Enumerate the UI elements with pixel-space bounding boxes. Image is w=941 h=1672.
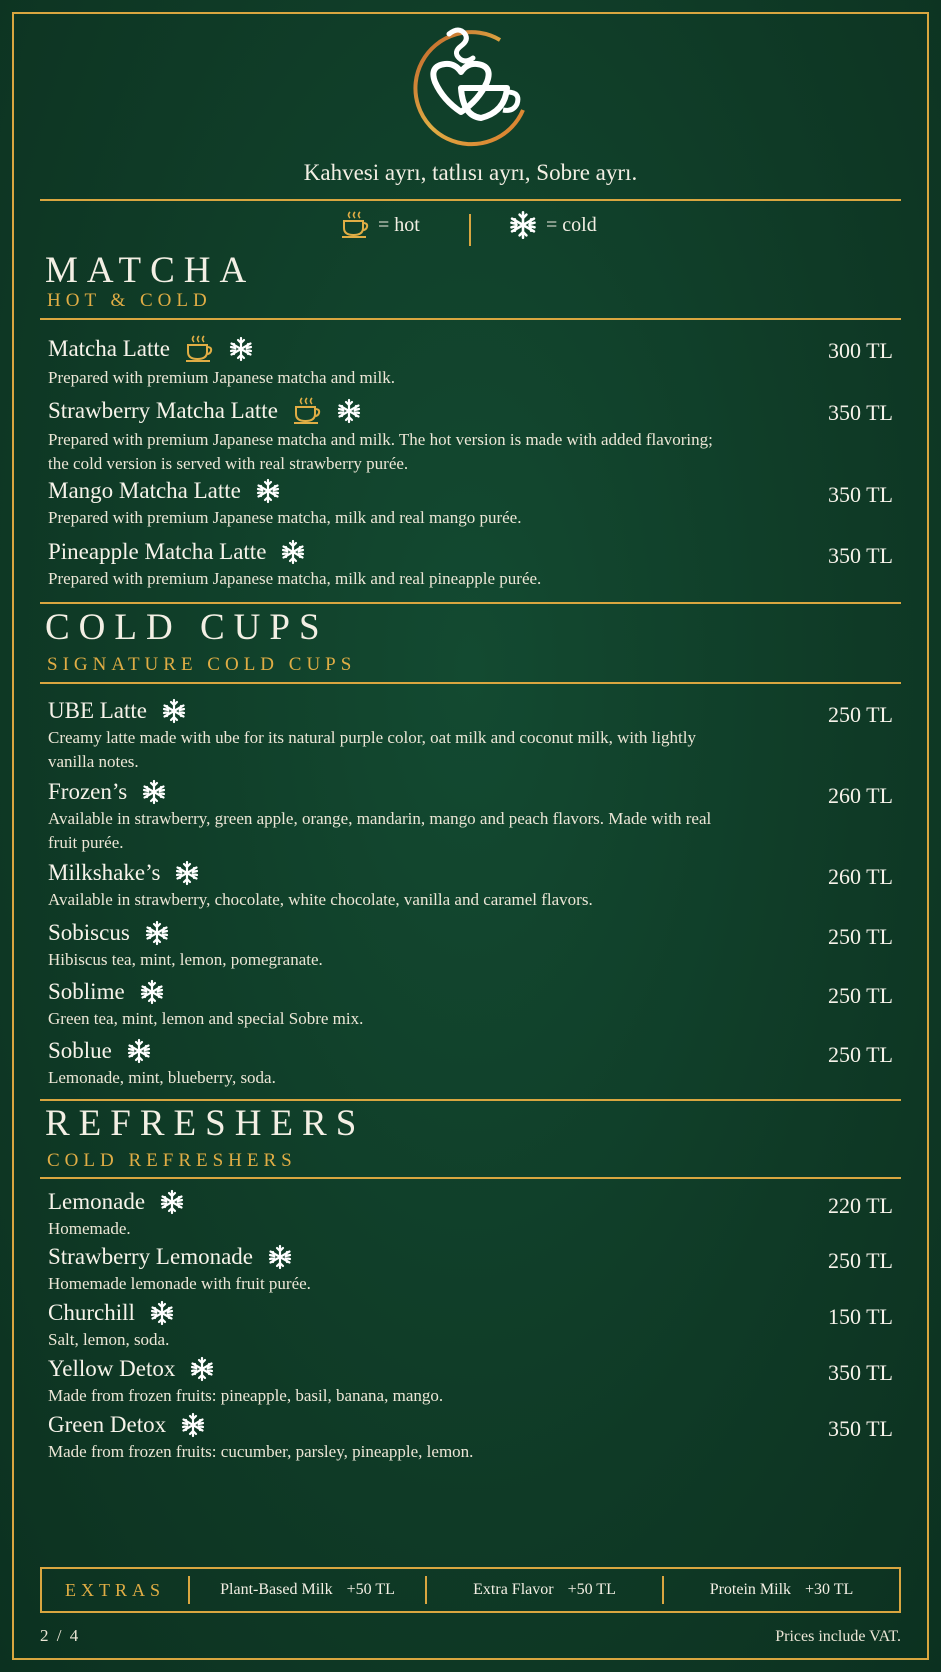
item-description: Salt, lemon, soda. <box>48 1330 170 1349</box>
item-description: Prepared with premium Japanese matcha, milk and real pineapple purée. <box>48 569 542 588</box>
snowflake-icon <box>508 210 538 240</box>
menu-item <box>48 1412 893 1464</box>
item-name-row <box>48 779 893 805</box>
item-description: Green tea, mint, lemon and special Sobre mix. <box>48 1009 364 1028</box>
item-price: 250 TL <box>828 983 893 1008</box>
item-name-row <box>48 539 893 565</box>
item-description: Prepared with premium Japanese matcha, milk and real mango purée. <box>48 508 522 527</box>
item-description: Lemonade, mint, blueberry, soda. <box>48 1068 276 1087</box>
menu-item <box>48 478 893 530</box>
item-price: 150 TL <box>828 1304 893 1329</box>
item-price: 250 TL <box>828 1042 893 1067</box>
extra-item: Extra Flavor +50 TL <box>473 1581 616 1598</box>
item-description: Hibiscus tea, mint, lemon, pomegranate. <box>48 950 323 969</box>
item-name: Soblime <box>48 979 125 1004</box>
item-name: Milkshake’s <box>48 860 161 885</box>
item-name-row <box>48 1244 893 1270</box>
cup-icon <box>292 396 322 426</box>
item-price: 260 TL <box>828 783 893 808</box>
snowflake-icon <box>141 779 167 805</box>
section-subtitle: HOT & COLD <box>47 290 212 311</box>
legend <box>0 210 941 250</box>
item-description: Homemade. <box>48 1219 131 1238</box>
item-price: 250 TL <box>828 1248 893 1273</box>
item-name: Strawberry Lemonade <box>48 1244 254 1269</box>
divider <box>40 1177 901 1179</box>
item-name: Soblue <box>48 1038 112 1063</box>
menu-item <box>48 920 893 972</box>
item-price: 260 TL <box>828 864 893 889</box>
tagline: Kahvesi ayrı, tatlısı ayrı, Sobre ayrı. <box>303 160 638 185</box>
snowflake-icon <box>159 1189 185 1215</box>
divider <box>40 682 901 684</box>
item-name-row <box>48 334 893 364</box>
item-name-row <box>48 1189 893 1215</box>
menu-item <box>48 1189 893 1241</box>
snowflake-icon <box>174 860 200 886</box>
item-name-row <box>48 396 893 426</box>
vat-note: Prices include VAT. <box>775 1628 901 1645</box>
snowflake-icon <box>126 1038 152 1064</box>
item-name: Churchill <box>48 1300 135 1325</box>
snowflake-icon <box>336 398 362 424</box>
cup-icon <box>340 210 370 240</box>
divider <box>40 1099 901 1101</box>
item-description: Available in strawberry, green apple, orange, mandarin, mango and peach flavors. Made with real fruit purée. <box>48 809 712 852</box>
snowflake-icon <box>180 1412 206 1438</box>
item-description: Creamy latte made with ube for its natural purple color, oat milk and coconut milk, with lightly vanilla notes. <box>48 728 697 771</box>
item-name-row <box>48 1300 893 1326</box>
item-name-row <box>48 979 893 1005</box>
menu-item <box>48 396 893 476</box>
section-title: REFRESHERS <box>45 1103 366 1144</box>
item-name: Sobiscus <box>48 920 130 945</box>
menu-item <box>48 1244 893 1296</box>
legend-separator <box>469 214 471 246</box>
item-name: Yellow Detox <box>48 1356 176 1381</box>
item-name-row <box>48 1356 893 1382</box>
menu-item <box>48 779 893 855</box>
item-name: Mango Matcha Latte <box>48 478 241 503</box>
section-title: MATCHA <box>45 250 256 291</box>
item-description: Made from frozen fruits: pineapple, basil, banana, mango. <box>48 1386 444 1405</box>
snowflake-icon <box>228 336 254 362</box>
item-name-row <box>48 698 893 724</box>
item-name-row <box>48 478 893 504</box>
extra-item: Protein Milk +30 TL <box>709 1581 854 1598</box>
snowflake-icon <box>267 1244 293 1270</box>
item-price: 300 TL <box>828 338 893 363</box>
snowflake-icon <box>255 478 281 504</box>
item-name: Matcha Latte <box>48 336 170 361</box>
page-number: 2 / 4 <box>40 1626 81 1645</box>
menu-item <box>48 860 893 912</box>
item-name-row <box>48 1412 893 1438</box>
item-description: Prepared with premium Japanese matcha and milk. The hot version is made with added flavoring; the cold version is served with real strawberry purée. <box>48 430 713 473</box>
divider <box>40 199 901 201</box>
section-subtitle: SIGNATURE COLD CUPS <box>47 654 357 675</box>
divider <box>40 318 901 320</box>
snowflake-icon <box>149 1300 175 1326</box>
extras-label: EXTRAS <box>64 1579 165 1600</box>
item-name: Pineapple Matcha Latte <box>48 539 267 564</box>
item-description: Homemade lemonade with fruit purée. <box>48 1274 311 1293</box>
snowflake-icon <box>189 1356 215 1382</box>
menu-item <box>48 1300 893 1352</box>
item-price: 250 TL <box>828 924 893 949</box>
item-name: UBE Latte <box>48 698 147 723</box>
snowflake-icon <box>144 920 170 946</box>
menu-item <box>48 979 893 1031</box>
snowflake-icon <box>139 979 165 1005</box>
legend-cold: = cold <box>508 210 597 240</box>
item-price: 220 TL <box>828 1193 893 1218</box>
item-name: Green Detox <box>48 1412 167 1437</box>
item-name: Frozen’s <box>48 779 128 804</box>
item-name-row <box>48 920 893 946</box>
item-price: 350 TL <box>828 400 893 425</box>
legend-hot: = hot <box>340 210 420 240</box>
section-title: COLD CUPS <box>45 607 329 648</box>
item-description: Made from frozen fruits: cucumber, parsley, pineapple, lemon. <box>48 1442 474 1461</box>
item-price: 350 TL <box>828 482 893 507</box>
item-name: Lemonade <box>48 1189 146 1214</box>
menu-item <box>48 698 893 774</box>
divider <box>40 602 901 604</box>
snowflake-icon <box>280 539 306 565</box>
item-name: Strawberry Matcha Latte <box>48 398 278 423</box>
snowflake-icon <box>161 698 187 724</box>
item-price: 250 TL <box>828 702 893 727</box>
item-price: 350 TL <box>828 543 893 568</box>
cup-icon <box>184 334 214 364</box>
extras-bar <box>40 1567 901 1613</box>
item-description: Prepared with premium Japanese matcha and milk. <box>48 368 395 387</box>
section-subtitle: COLD REFRESHERS <box>47 1150 297 1171</box>
menu-item <box>48 1356 893 1408</box>
item-description: Available in strawberry, chocolate, white chocolate, vanilla and caramel flavors. <box>48 890 593 909</box>
item-name-row <box>48 860 893 886</box>
menu-item <box>48 334 893 390</box>
item-price: 350 TL <box>828 1416 893 1441</box>
extra-item: Plant-Based Milk +50 TL <box>220 1581 395 1598</box>
item-price: 350 TL <box>828 1360 893 1385</box>
sobre-logo-icon <box>405 22 535 152</box>
menu-item <box>48 539 893 591</box>
menu-item <box>48 1038 893 1090</box>
item-name-row <box>48 1038 893 1064</box>
